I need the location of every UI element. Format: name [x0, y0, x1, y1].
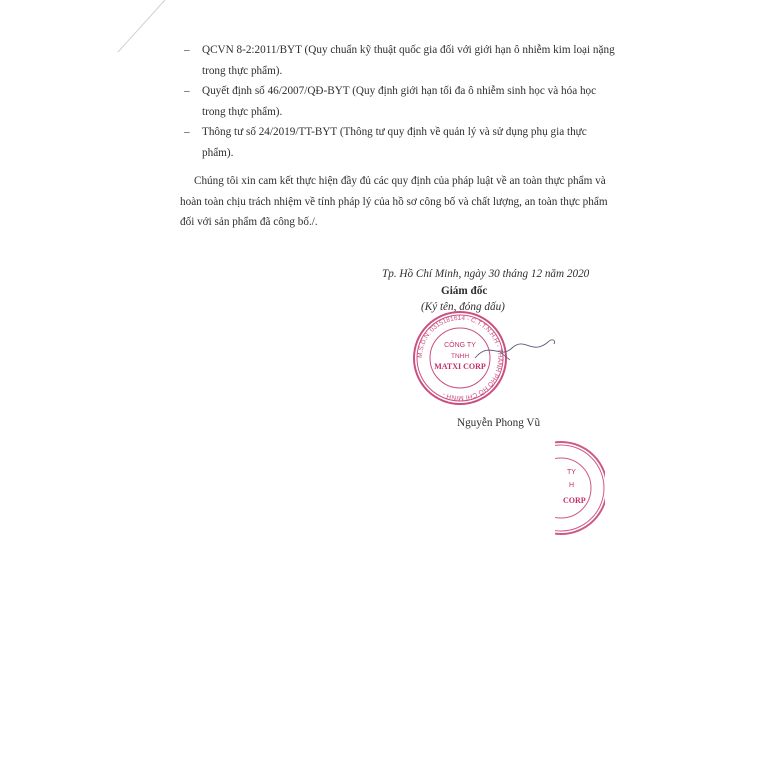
regulation-text: QCVN 8-2:2011/BYT (Quy chuẩn kỹ thuật quốc gia đối với giới hạn ô nhiễm kim loại nặng trong thực phẩm).: [202, 44, 615, 77]
regulation-item: [180, 122, 620, 163]
document-body: [180, 40, 620, 233]
regulation-text: Quyết định số 46/2007/QĐ-BYT (Quy định giới hạn tối đa ô nhiễm sinh học và hóa học trong thực phẩm).: [202, 85, 597, 118]
commitment-paragraph: Chúng tôi xin cam kết thực hiện đầy đủ các quy định của pháp luật về an toàn thực phẩm và hoàn toàn chịu trách nhiệm về tính pháp lý của hồ sơ công bố và chất lượng, an toàn thực phẩm đối với sản phẩm đã công bố./.: [180, 175, 608, 228]
partial-seal-line-1: TY: [567, 469, 576, 476]
partial-seal-line-2: H: [569, 482, 575, 489]
bullet-dash: –: [184, 85, 190, 97]
regulation-item: [180, 81, 620, 122]
place-date: Tp. Hồ Chí Minh, ngày 30 tháng 12 năm 2020: [382, 268, 590, 280]
regulation-item: [180, 40, 620, 81]
seal-line-3: MATXI CORP: [434, 362, 486, 371]
signer-role: Giám đốc: [441, 285, 488, 297]
seal-ring-text: M.S.D.N: 0315181614 - C.T.T.N.H.H - THÀNH PHỐ HỒ CHÍ MINH -: [416, 314, 504, 402]
partial-seal: [555, 438, 605, 538]
seal-line-2: TNHH: [450, 353, 470, 360]
partial-seal-line-3: CORP: [563, 496, 586, 505]
bullet-dash: –: [184, 126, 190, 138]
seal-line-1: CÔNG TY: [444, 342, 476, 349]
signature-note: (Ký tên, đóng dấu): [421, 301, 505, 313]
signer-name: Nguyễn Phong Vũ: [457, 417, 541, 429]
handwritten-signature: [470, 330, 560, 370]
bullet-dash: –: [184, 44, 190, 56]
regulation-text: Thông tư số 24/2019/TT-BYT (Thông tư quy định về quản lý và sử dụng phụ gia thực phẩm).: [202, 126, 587, 159]
